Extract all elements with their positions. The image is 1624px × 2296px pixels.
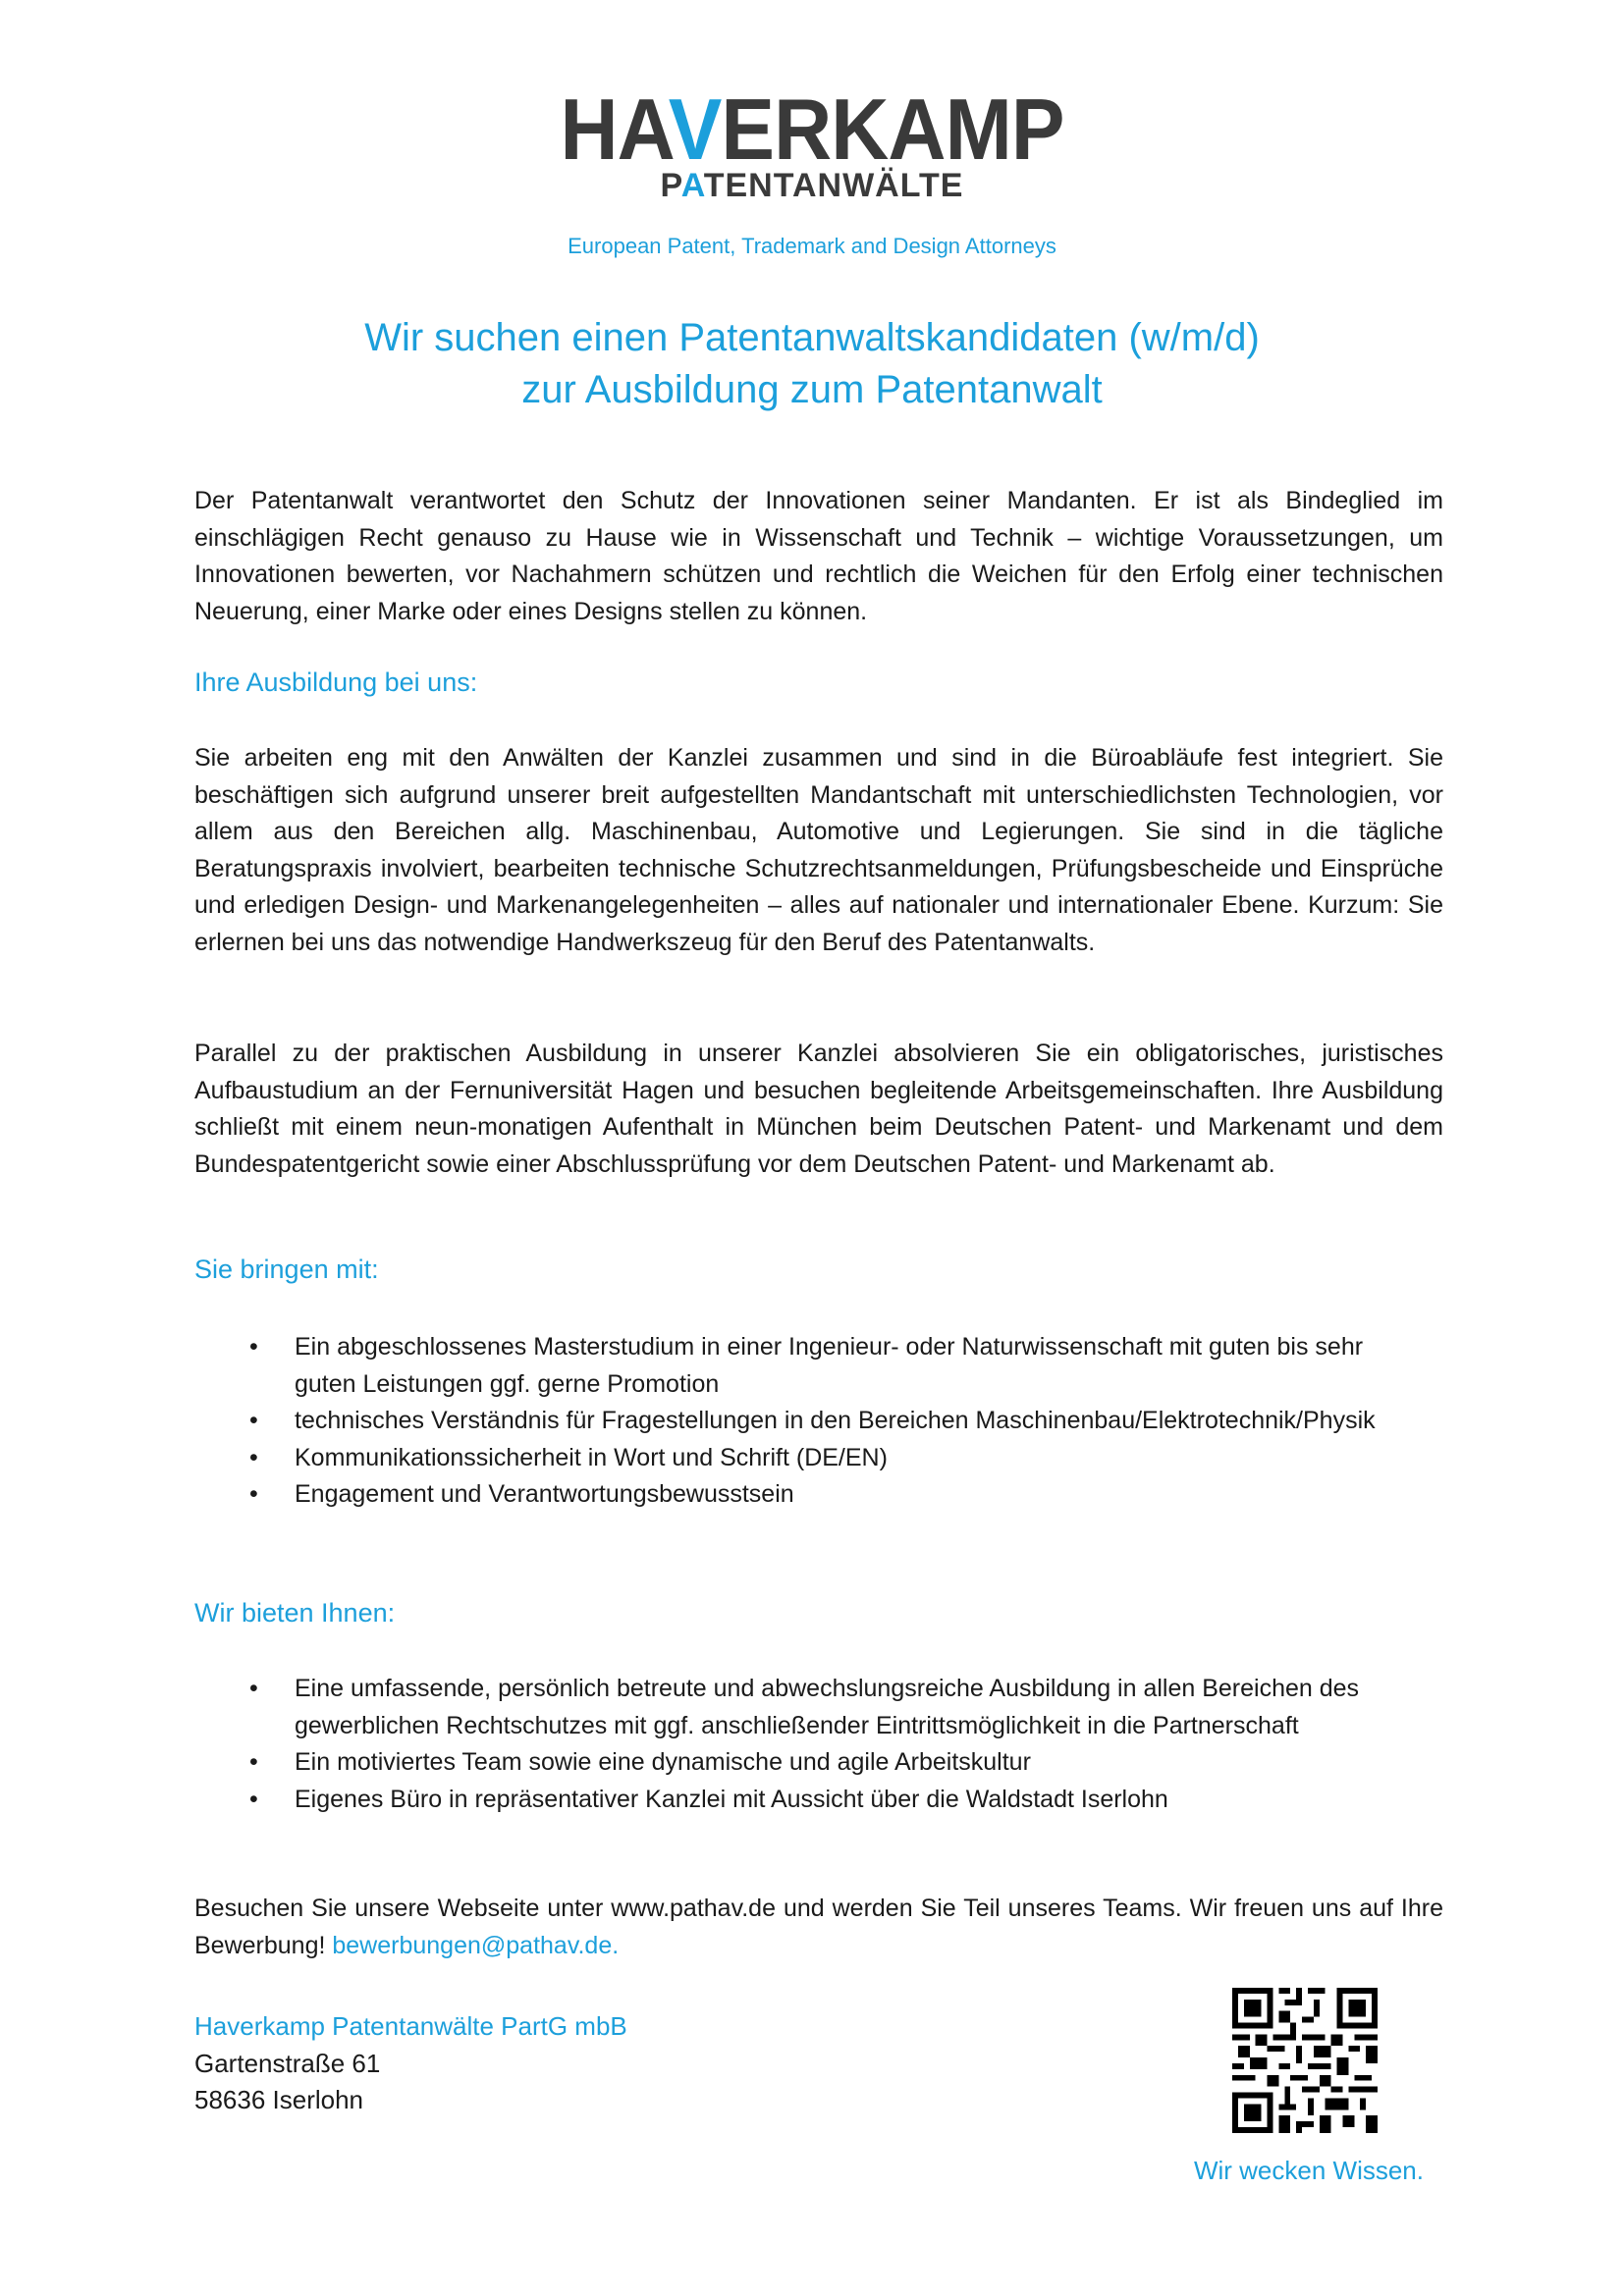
list-item [194,1744,1412,1782]
email-link[interactable]: bewerbungen@pathav.de. [332,1931,620,1959]
logo-text: HA [560,80,669,178]
training-paragraph-2 [194,1036,1443,1183]
company-address [194,2008,627,2119]
page-title [0,312,1624,416]
list-item-text: Ein motiviertes Team sowie eine dynamische und agile Arbeitskultur [295,1748,1031,1777]
company-street: Gartenstraße 61 [194,2048,381,2078]
list-item-text: Engagement und Verantwortungsbewusstsein [295,1480,794,1509]
logo-accent-v: V [668,80,722,178]
logo-sub-accent: A [680,167,704,204]
offer-list [194,1671,1412,1818]
bullet-icon: • [249,1443,258,1471]
list-item [194,1782,1412,1819]
list-item-text: Kommunikationssicherheit in Wort und Schrift (DE/EN) [295,1443,888,1471]
list-item [194,1476,1412,1514]
training-text-1: Sie arbeiten eng mit den Anwälten der Kanzlei zusammen und sind in die Büroabläufe fest integriert. Sie beschäftigen sich aufgrund unserer breit aufgestellten Mandantschaft mit unterschiedlichsten Technologien, vor allem aus den Bereichen allg. Maschinenbau, Automotive und Legierungen. Sie sind in die tägliche Beratungspraxis involviert, bearbeiten technische Schutzrechtsanmeldungen, Prüfungsbescheide und Einsprüche und erledigen Design- und Markenangelegenheiten – alles auf nationaler und internationaler Ebene. Kurzum: Sie erlernen bei uns das notwendige Handwerkszeug für den Beruf des Patentanwalts. [194,744,1443,956]
heading-training: Ihre Ausbildung bei uns: [194,667,478,697]
logo-sub-text: TENTANWÄLTE [703,167,964,204]
closing-sentence: Besuchen Sie unsere Webseite unter www.pathav.de und werden Sie Teil unseres Teams. Wir freuen uns auf Ihre Bewerbung! [194,1895,1443,1959]
qr-code-icon[interactable] [1231,1988,1379,2133]
logo-sub-text: P [660,167,681,204]
list-item [194,1403,1412,1440]
company-name: Haverkamp Patentanwälte PartG mbB [194,2011,627,2041]
bullet-icon: • [249,1785,258,1813]
company-logo [57,80,1567,178]
closing-text [194,1891,1443,1964]
list-item [194,1440,1412,1477]
logo-text: ERKAMP [721,80,1064,178]
list-item-text: Eigenes Büro in repräsentativer Kanzlei mit Aussicht über die Waldstadt Iserlohn [295,1785,1168,1813]
logo-subtitle [0,169,1624,202]
title-line-2: zur Ausbildung zum Patentanwalt [521,368,1103,411]
list-item-text: Eine umfassende, persönlich betreute und abwechslungsreiche Ausbildung in allen Bereichen des gewerblichen Rechtschutzes mit ggf. anschließender Eintrittsmöglichkeit in die Partnerschaft [295,1675,1360,1739]
bullet-icon: • [249,1748,258,1777]
title-line-1: Wir suchen einen Patentanwaltskandidaten (w/m/d) [364,316,1260,359]
bullet-icon: • [249,1407,258,1435]
training-text-2: Parallel zu der praktischen Ausbildung in unserer Kanzlei absolvieren Sie ein obligatorisches, juristisches Aufbaustudium an der Fernuniversität Hagen und besuchen begleitende Arbeitsgemeinschaften. Ihre Ausbildung schließt mit einem neun-monatigen Aufenthalt in München beim Deutschen Patent- und Markenamt und dem Bundespatentgericht sowie einer Abschlussprüfung vor dem Deutschen Patent- und Markenamt ab. [194,1040,1443,1178]
bullet-icon: • [249,1480,258,1509]
heading-offer: Wir bieten Ihnen: [194,1598,396,1628]
heading-requirements: Sie bringen mit: [194,1255,379,1284]
closing-paragraph [194,1891,1443,1964]
requirements-list [194,1329,1412,1514]
list-item [194,1329,1412,1403]
tagline: European Patent, Trademark and Design Attorneys [568,234,1056,258]
list-item-text: technisches Verständnis für Fragestellungen in den Bereichen Maschinenbau/Elektrotechnik/Physik [295,1407,1376,1435]
slogan: Wir wecken Wissen. [1193,2156,1424,2185]
intro-paragraph [194,483,1443,630]
training-paragraph-1 [194,740,1443,962]
list-item [194,1671,1412,1744]
list-item-text: Ein abgeschlossenes Masterstudium in einer Ingenieur- oder Naturwissenschaft mit guten bis sehr guten Leistungen ggf. gerne Promotion [295,1333,1364,1398]
bullet-icon: • [249,1333,258,1361]
bullet-icon: • [249,1675,258,1702]
intro-text: Der Patentanwalt verantwortet den Schutz der Innovationen seiner Mandanten. Er ist als Bindeglied im einschlägigen Recht genauso zu Hause wie in Wissenschaft und Technik – wichtige Voraussetzungen, um Innovationen bewerten, vor Nachahmern schützen und rechtlich die Weichen für den Erfolg einer technischen Neuerung, einer Marke oder eines Designs stellen zu können. [194,487,1443,625]
company-city: 58636 Iserlohn [194,2085,364,2115]
